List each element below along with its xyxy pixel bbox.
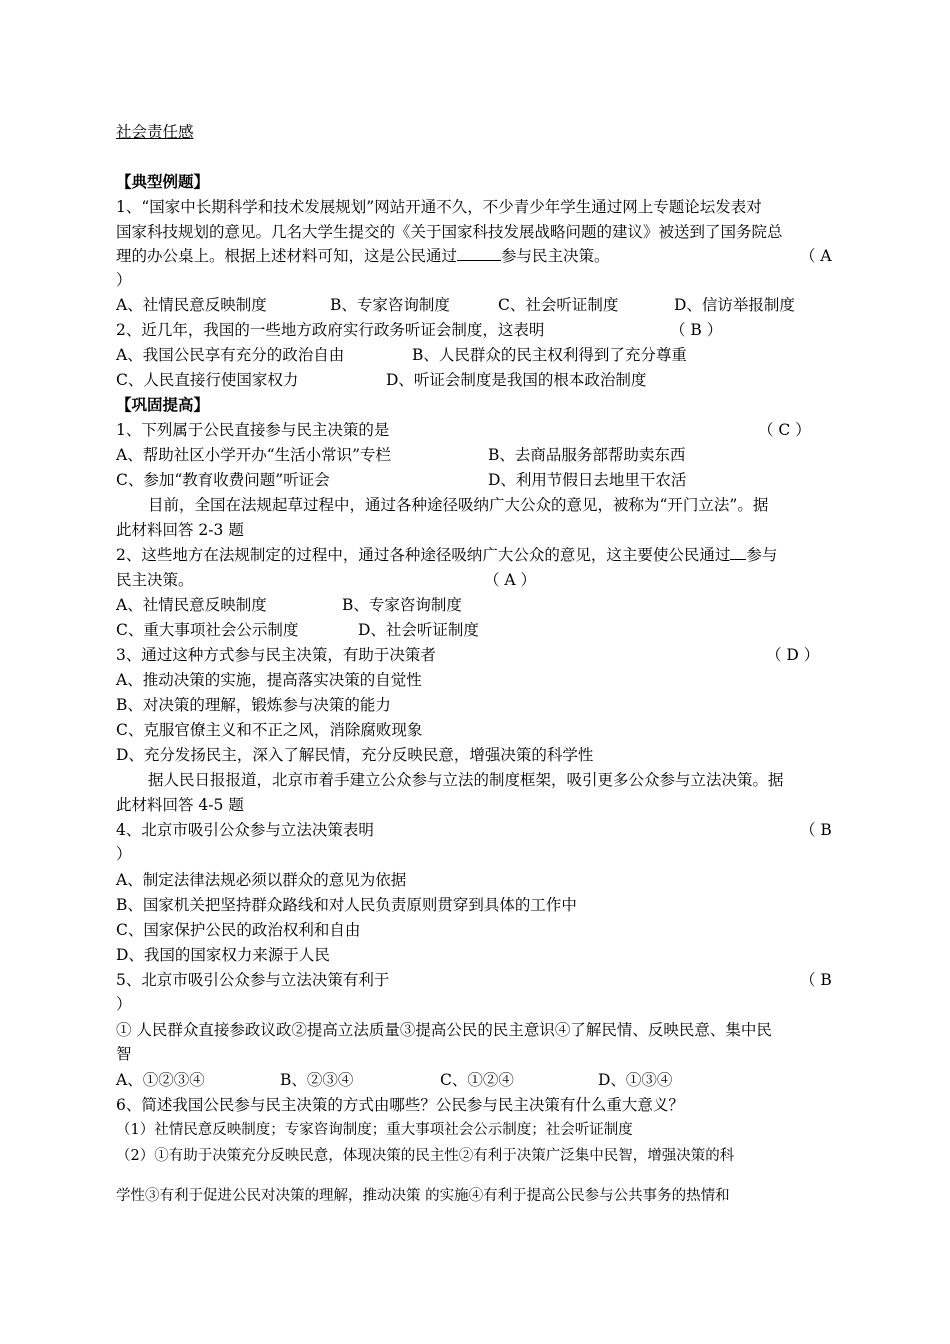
question-text-part: 参与民主决策。 [501, 247, 610, 265]
answer-label: （ D ） [766, 646, 820, 664]
question-text-part: 参与 [746, 546, 778, 564]
answer-closing-paren: ） [116, 845, 132, 863]
question-text [116, 568, 838, 592]
question-text-part: 3、通过这种方式参与民主决策，有助于决策者 [116, 646, 436, 664]
answer-label: （ B [800, 821, 832, 839]
material-text: 据人民日报报道，北京市着手建立公众参与立法的制度框架，吸引更多公众参与立法决策。据 [148, 771, 784, 789]
option-a: A、帮助社区小学开办“生活小常识”专栏 [116, 446, 392, 464]
answer-closing-paren: ） [116, 271, 132, 289]
option-b: B、②③④ [280, 1071, 354, 1089]
option-c: C、人民直接行使国家权力 [116, 371, 299, 389]
option-a: A、①②③④ [116, 1071, 205, 1089]
material-text: 此材料回答 2-3 题 [116, 521, 244, 539]
material-text: 此材料回答 4-5 题 [116, 796, 244, 814]
question-text: 1、“国家中长期科学和技术发展规划”网站开通不久，不少青少年学生通过网上专题论坛发表对 [116, 198, 762, 216]
option-c: C、国家保护公民的政治权利和自由 [116, 921, 361, 939]
answer-label: （ A [800, 247, 832, 265]
question-text-part: 民主决策。 [116, 571, 194, 589]
answer-label: （ B [800, 971, 832, 989]
option-c: C、克服官僚主义和不正之风，消除腐败现象 [116, 721, 423, 739]
option-a: A、我国公民享有充分的政治自由 [116, 346, 345, 364]
option-d: D、听证会制度是我国的根本政治制度 [386, 371, 647, 389]
option-d: D、我国的国家权力来源于人民 [116, 946, 330, 964]
option-c: C、参加“教育收费问题”听证会 [116, 471, 330, 489]
question-text: 国家科技规划的意见。几名大学生提交的《关于国家科技发展战略问题的建议》被送到了国务院总 [116, 223, 783, 241]
material-text: 目前，全国在法规起草过程中，通过各种途径吸纳广大公众的意见，被称为“开门立法”。据 [148, 496, 769, 514]
answer-text: （1）社情民意反映制度；专家咨询制度；重大事项社会公示制度；社会听证制度 [116, 1122, 633, 1138]
option-b: B、去商品服务部帮助卖东西 [488, 446, 686, 464]
option-d: D、利用节假日去地里干农活 [488, 471, 687, 489]
options-row [116, 368, 838, 392]
statement-list: 智 [116, 1045, 132, 1063]
options-row [116, 1068, 838, 1092]
option-b: B、对决策的理解，锻炼参与决策的能力 [116, 696, 391, 714]
options-row [116, 468, 838, 492]
question-text-part: 理的办公桌上。根据上述材料可知，这是公民通过 [116, 247, 458, 265]
question-text-part: 5、北京市吸引公众参与立法决策有利于 [116, 971, 390, 989]
section-heading-consolidation: 【巩固提高】 [116, 395, 210, 414]
option-a: A、社情民意反映制度 [116, 596, 267, 614]
question-text-part: 2、近几年，我国的一些地方政府实行政务听证会制度，这表明 [116, 321, 545, 339]
section-heading-examples: 【典型例题】 [116, 172, 210, 191]
question-text-part: 4、北京市吸引公众参与立法决策表明 [116, 821, 374, 839]
question-text [116, 244, 838, 268]
answer-text: （2）①有助于决策充分反映民意，体现决策的民主性②有利于决策广泛集中民智，增强决策的科 [116, 1148, 735, 1164]
answer-blank [457, 260, 501, 261]
option-b: B、专家咨询制度 [330, 296, 450, 314]
options-row [116, 443, 838, 467]
question-text-part: 1、下列属于公民直接参与民主决策的是 [116, 421, 390, 439]
options-row [116, 618, 838, 642]
answer-blank [730, 559, 746, 560]
statement-list: ① 人民群众直接参政议政②提高立法质量③提高公民的民主意识④了解民情、反映民意、集中民 [116, 1021, 772, 1039]
option-a: A、推动决策的实施，提高落实决策的自觉性 [116, 671, 422, 689]
answer-label: （ A ） [484, 571, 537, 589]
question-text: 6、简述我国公民参与民主决策的方式由哪些？公民参与民主决策有什么重大意义？ [116, 1096, 684, 1114]
option-b: B、国家机关把坚持群众路线和对人民负责原则贯穿到具体的工作中 [116, 896, 577, 914]
answer-label: （ C ） [758, 421, 811, 439]
answer-label: （ B ） [670, 321, 723, 339]
option-b: B、人民群众的民主权利得到了充分尊重 [412, 346, 687, 364]
answer-closing-paren: ） [116, 995, 132, 1013]
document-title: 社会责任感 [116, 123, 194, 141]
option-d: D、信访举报制度 [674, 296, 795, 314]
question-text [116, 968, 838, 992]
option-c: C、社会听证制度 [498, 296, 619, 314]
options-row [116, 293, 838, 317]
option-a: A、社情民意反映制度 [116, 296, 267, 314]
question-text [116, 318, 838, 342]
option-c: C、①②④ [440, 1071, 514, 1089]
options-row [116, 593, 838, 617]
question-text [116, 543, 838, 567]
option-d: D、充分发扬民主，深入了解民情，充分反映民意，增强决策的科学性 [116, 746, 594, 764]
question-text [116, 818, 838, 842]
option-b: B、专家咨询制度 [342, 596, 462, 614]
option-d: D、①③④ [598, 1071, 673, 1089]
option-a: A、制定法律法规必须以群众的意见为依据 [116, 871, 407, 889]
question-text-part: 2、这些地方在法规制定的过程中，通过各种途径吸纳广大公众的意见，这主要使公民通过 [116, 546, 731, 564]
option-d: D、社会听证制度 [358, 621, 479, 639]
question-text [116, 643, 838, 667]
option-c: C、重大事项社会公示制度 [116, 621, 299, 639]
question-text [116, 418, 838, 442]
answer-text: 学性③有利于促进公民对决策的理解，推动决策 的实施④有利于提高公民参与公共事务的热情和 [116, 1188, 730, 1204]
options-row [116, 343, 838, 367]
